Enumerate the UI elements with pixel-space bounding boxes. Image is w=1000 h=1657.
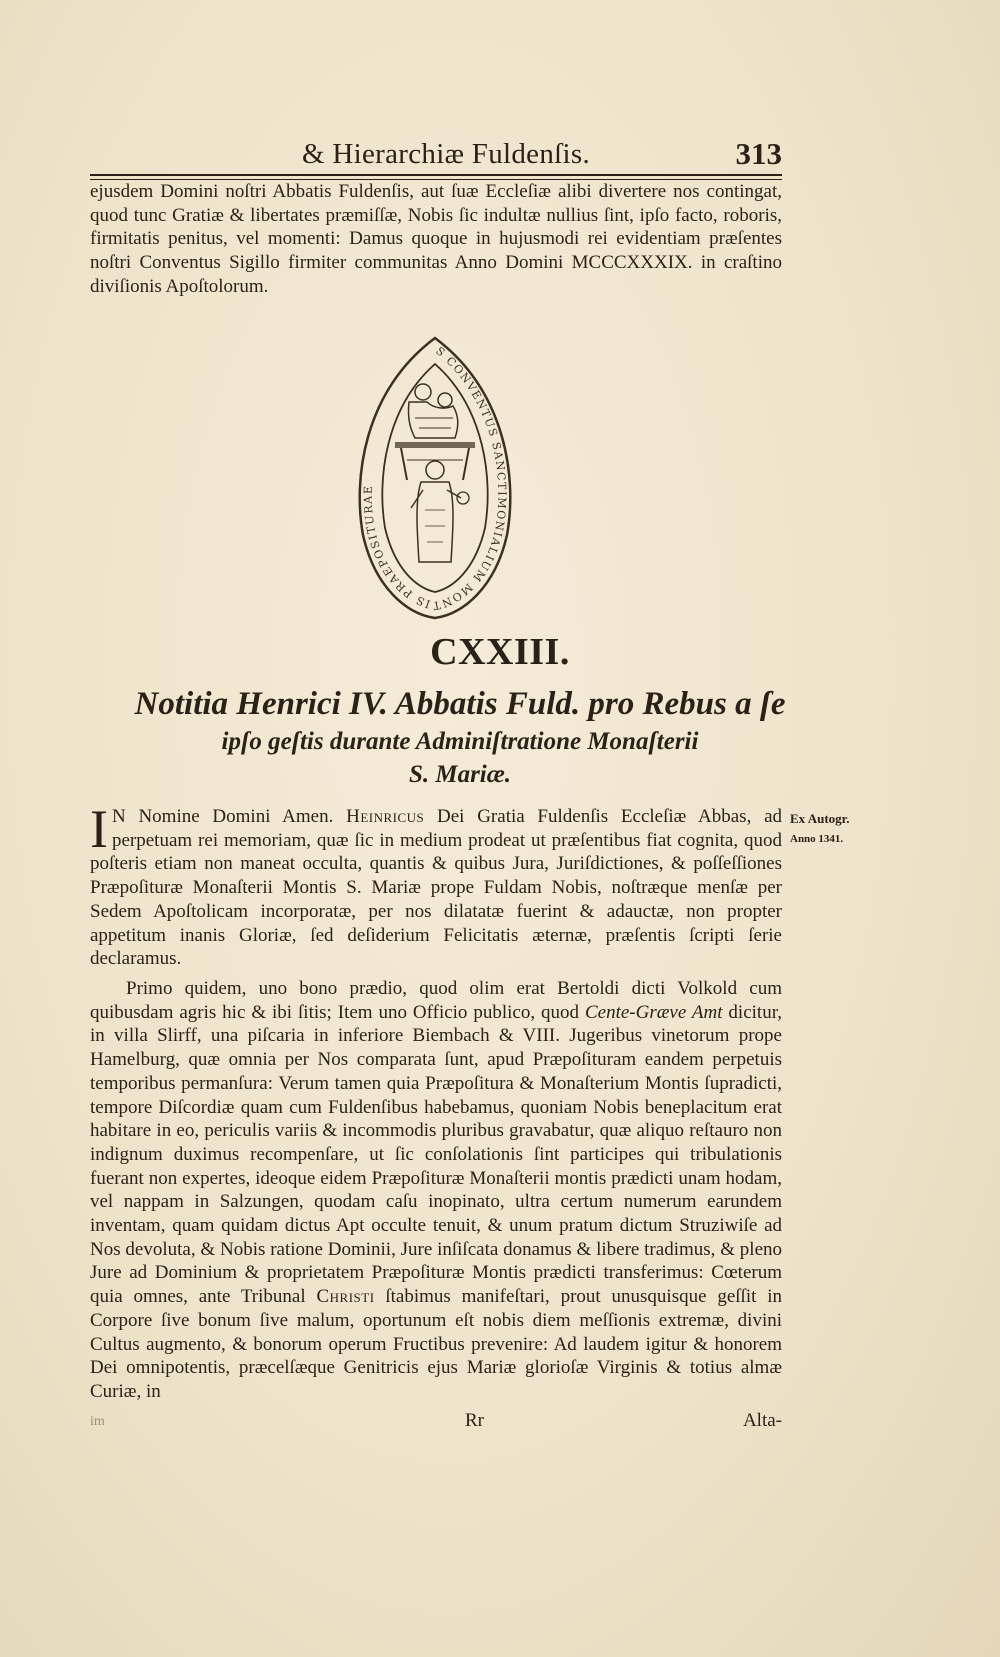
- main-text-part-1: Primo quidem, uno bono prædio, quod olim erat Bertoldi dicti Volkold cum quibusdam agris hic & ibi ſitis; Item uno Officio publico, quod: [90, 978, 782, 1023]
- main-paragraph: [90, 977, 782, 1404]
- abbot-name: Heinricus: [346, 806, 425, 827]
- footer-left-mark: im: [90, 1414, 105, 1429]
- running-title: & Hierarchiæ Fuldenſis.: [302, 138, 590, 170]
- main-paragraph-text: [90, 977, 782, 1404]
- opening-words: N Nomine Domini Amen.: [111, 806, 334, 827]
- signature-mark: Rr: [465, 1410, 484, 1431]
- opening-paragraph-text: [90, 799, 782, 971]
- margin-note-source: Ex Autogr.: [790, 811, 850, 826]
- title-line-3: S. Mariæ.: [408, 761, 512, 788]
- seal-icon: [345, 330, 525, 620]
- page-number: 313: [735, 136, 782, 171]
- paragraph-text: ejusdem Domini noſtri Abbatis Fuldenſis, aut ſuæ Eccleſiæ alibi divertere nos contingat, quod tunc Gratiæ & libertates præmiſſæ, Nobis ſic indultæ nullius ſint, ipſo facto, roboris, firmitatis penitus, vel momenti: Damus quoque in hujusmodi rei evidentiam præſentes noſtri Conventus Sigillo firmiter communitas Anno Domini MCCCXXXIX. in craſtino diviſionis Apoſtolorum.: [90, 181, 782, 297]
- seal-image: [345, 330, 525, 620]
- main-text-part-3: ſtabimus manifeſtari, prout unusquisque geſſit in Corpore ſive bonum ſive malum, oportunum eſt nobis diem meſſionis extremæ, divini Cultus augmento, & bonorum operum Fructibus prevenire: Ad laudem igitur & honorem Dei omnipotentis, præcelſæque Genitricis ejus Mariæ glorioſæ Virginis & totius almæ Curiæ, in: [90, 1286, 783, 1402]
- term-italic: Cente-Græve Amt: [584, 1001, 723, 1023]
- running-header: [90, 132, 782, 172]
- seal-legend: S CONVENTUS SANCTIMONIALIUM MONTIS PRAEPOSITURAE: [361, 344, 509, 613]
- header-rule: [90, 174, 782, 176]
- margin-note-year: Anno 1341.: [790, 833, 844, 845]
- title-line-1: Notitia Henrici IV. Abbatis Fuld. pro Rebus a ſe: [134, 686, 786, 722]
- main-text-part-2: dicitur, in villa Slirff, una piſcaria in inferiore Biembach & VIII. Jugeribus vinetorum prope Hamelburg, quæ omnia per Nos comparata ſunt, apud Præpoſituram eandem perpetuis temporibus permanſura: Verum tamen quia Præpoſitura & Monaſterium Montis ſupradicti, tempore Diſcordiæ quam cum Fuldenſibus habebamus, quoniam Nobis beneplacitum erat habitare in eo, periculis variis & incommodis pluribus gravabatur, quæ aliquo reſtauro non indignum duximus recompenſare, ut ſic conſolationis ſint participes qui tribulationis fuerant non expertes, ideoque eidem Præpoſituræ Monaſterii montis prædicti unam hodam, vel nappam in Salzungen, quodam caſu inopinato, ultra certum numerum earundem inventam, quam quidam dictus Apt occulte tenuit, & unum pratum dictum Struziwiſe ad Nos devoluta, & Nobis ratione Dominii, Jure inſiſcata donamus & libere tradimus, & pleno Jure ad Dominium & proprietatem Præpoſituræ Montis prædicti transferimus: Cœterum quia omnes, ante Tribunal: [90, 1001, 783, 1308]
- christi-small-caps: Christi: [316, 1286, 375, 1308]
- drop-cap: I: [90, 799, 108, 859]
- document-title: [80, 683, 840, 791]
- page-footer: [90, 1410, 782, 1440]
- title-line-2: ipſo geſtis durante Adminiſtratione Monaſterii: [221, 728, 699, 755]
- document-number: CXXIII.: [430, 631, 570, 673]
- opening-body: Dei Gratia Fuldenſis Eccleſiæ Abbas, ad perpetuam rei memoriam, quæ ſic in medium prodeat ut præſentibus fiat cognita, quod poſteris etiam non maneat occulta, quantis & quibus Jura, Juriſdictiones, & poſſeſſiones Præpoſituræ Monaſterii Montis S. Mariæ prope Fuldam Nobis, noſtræque menſæ per Sedem Apoſtolicam incorporatæ, per nos dilatatæ fuerint & adauctæ, non propter appetitum inanis Gloriæ, ſed deſiderium Felicitatis æternæ, præſentis ſcripti ſerie declaramus.: [90, 806, 782, 970]
- paragraph-continuation: [90, 180, 782, 299]
- opening-paragraph: [90, 799, 782, 971]
- catchword: Alta-: [742, 1410, 782, 1431]
